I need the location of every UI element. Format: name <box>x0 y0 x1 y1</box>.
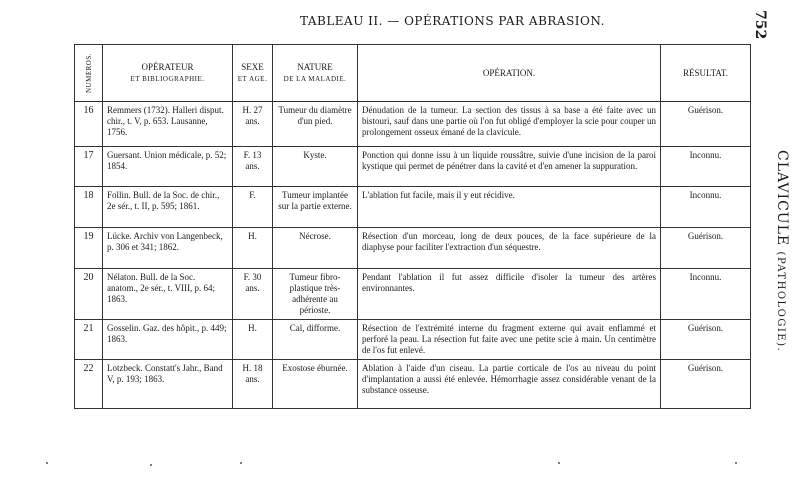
row-sex-age: F. 30 ans. <box>233 269 273 320</box>
row-nature: Tumeur implantée sur la partie externe. <box>273 187 358 228</box>
row-nature: Tumeur du diamètre d'un pied. <box>273 102 358 147</box>
col-header-operator: OPÉRATEUR ET BIBLIOGRAPHIE. <box>103 45 233 102</box>
row-nature: Exostose éburnée. <box>273 360 358 409</box>
row-operation: L'ablation fut facile, mais il y eut récidive. <box>358 187 661 228</box>
table-header-row <box>75 45 751 102</box>
page-number: 752 <box>752 10 768 40</box>
row-operator: Guersant. Union médicale, p. 52; 1854. <box>103 147 233 187</box>
table-row <box>75 228 751 269</box>
scan-speck <box>150 464 152 466</box>
row-operator: Follin. Bull. de la Soc. de chir., 2e sér., t. II, p. 595; 1861. <box>103 187 233 228</box>
row-nature: Kyste. <box>273 147 358 187</box>
col-header-nature: NATURE DE LA MALADIE. <box>273 45 358 102</box>
row-result: Inconnu. <box>661 147 751 187</box>
row-operator: Lotzbeck. Constatt's Jahr., Band V, p. 193; 1863. <box>103 360 233 409</box>
row-operator: Remmers (1732). Halleri disput. chir., t. V, p. 653. Lausanne, 1756. <box>103 102 233 147</box>
row-number: 19 <box>75 228 103 269</box>
running-head-sub: (PATHOLOGIE). <box>775 251 786 353</box>
scan-speck <box>735 462 737 464</box>
col-header-operation: OPÉRATION. <box>358 45 661 102</box>
row-nature: Tumeur fibro-plastique très-adhérente au périoste. <box>273 269 358 320</box>
row-result: Guérison. <box>661 320 751 360</box>
running-head-main: CLAVICULE <box>774 150 790 247</box>
col-header-number: NUMÉROS. <box>75 45 103 102</box>
row-number: 16 <box>75 102 103 147</box>
operations-table <box>74 44 751 409</box>
row-result: Inconnu. <box>661 269 751 320</box>
table-row <box>75 102 751 147</box>
scan-speck <box>558 462 560 464</box>
page-title: TABLEAU II. — OPÉRATIONS PAR ABRASION. <box>300 14 605 28</box>
row-number: 18 <box>75 187 103 228</box>
table-row <box>75 147 751 187</box>
row-result: Guérison. <box>661 360 751 409</box>
row-sex-age: H. 27 ans. <box>233 102 273 147</box>
table-row <box>75 187 751 228</box>
row-sex-age: F. <box>233 187 273 228</box>
row-operation: Ablation à l'aide d'un ciseau. La partie corticale de l'os au niveau du point d'implantation a aussi été enlevée. Hémorrhagie assez considérable venant de la substance osseuse. <box>358 360 661 409</box>
row-number: 20 <box>75 269 103 320</box>
row-nature: Cal, difforme. <box>273 320 358 360</box>
row-sex-age: F. 13 ans. <box>233 147 273 187</box>
row-number: 17 <box>75 147 103 187</box>
row-sex-age: H. <box>233 228 273 269</box>
row-sex-age: H. 18 ans. <box>233 360 273 409</box>
table-row <box>75 360 751 409</box>
row-operator: Gosselin. Gaz. des hôpit., p. 449; 1863. <box>103 320 233 360</box>
row-operation: Ponction qui donne issu à un liquide roussâtre, suivie d'une incision de la paroi kystique qui permet de pénétrer dans la cavité et d'en amener la suppuration. <box>358 147 661 187</box>
row-operation: Résection d'un morceau, long de deux pouces, de la face supérieure de la diaphyse pour faciliter l'extraction d'un séquestre. <box>358 228 661 269</box>
row-operator: Nélaton. Bull. de la Soc. anatom., 2e sér., t. VIII, p. 64; 1863. <box>103 269 233 320</box>
row-result: Guérison. <box>661 228 751 269</box>
scan-speck <box>240 462 242 464</box>
row-operation: Dénudation de la tumeur. La section des tissus à sa base a été faite avec un bistouri, sauf dans une partie où l'on fut obligé d'employer la scie pour couper un prolongement osseux émané de la clavicule. <box>358 102 661 147</box>
row-number: 22 <box>75 360 103 409</box>
scan-speck <box>46 462 48 464</box>
table-row <box>75 269 751 320</box>
row-result: Inconnu. <box>661 187 751 228</box>
row-sex-age: H. <box>233 320 273 360</box>
row-operator: Lücke. Archiv von Langenbeck, p. 306 et 341; 1862. <box>103 228 233 269</box>
col-header-result: RÉSULTAT. <box>661 45 751 102</box>
table-row <box>75 320 751 360</box>
col-header-sex: SEXE ET AGE. <box>233 45 273 102</box>
row-nature: Nécrose. <box>273 228 358 269</box>
row-number: 21 <box>75 320 103 360</box>
running-head-vertical <box>774 150 790 352</box>
row-operation: Pendant l'ablation il fut assez difficile d'isoler la tumeur des artères environnantes. <box>358 269 661 320</box>
row-operation: Résection de l'extrémité interne du fragment externe qui avait enflammé et perforé la peau. La résection fut faite avec une petite scie à main. Un centimètre de l'os fut enlevé. <box>358 320 661 360</box>
row-result: Guérison. <box>661 102 751 147</box>
